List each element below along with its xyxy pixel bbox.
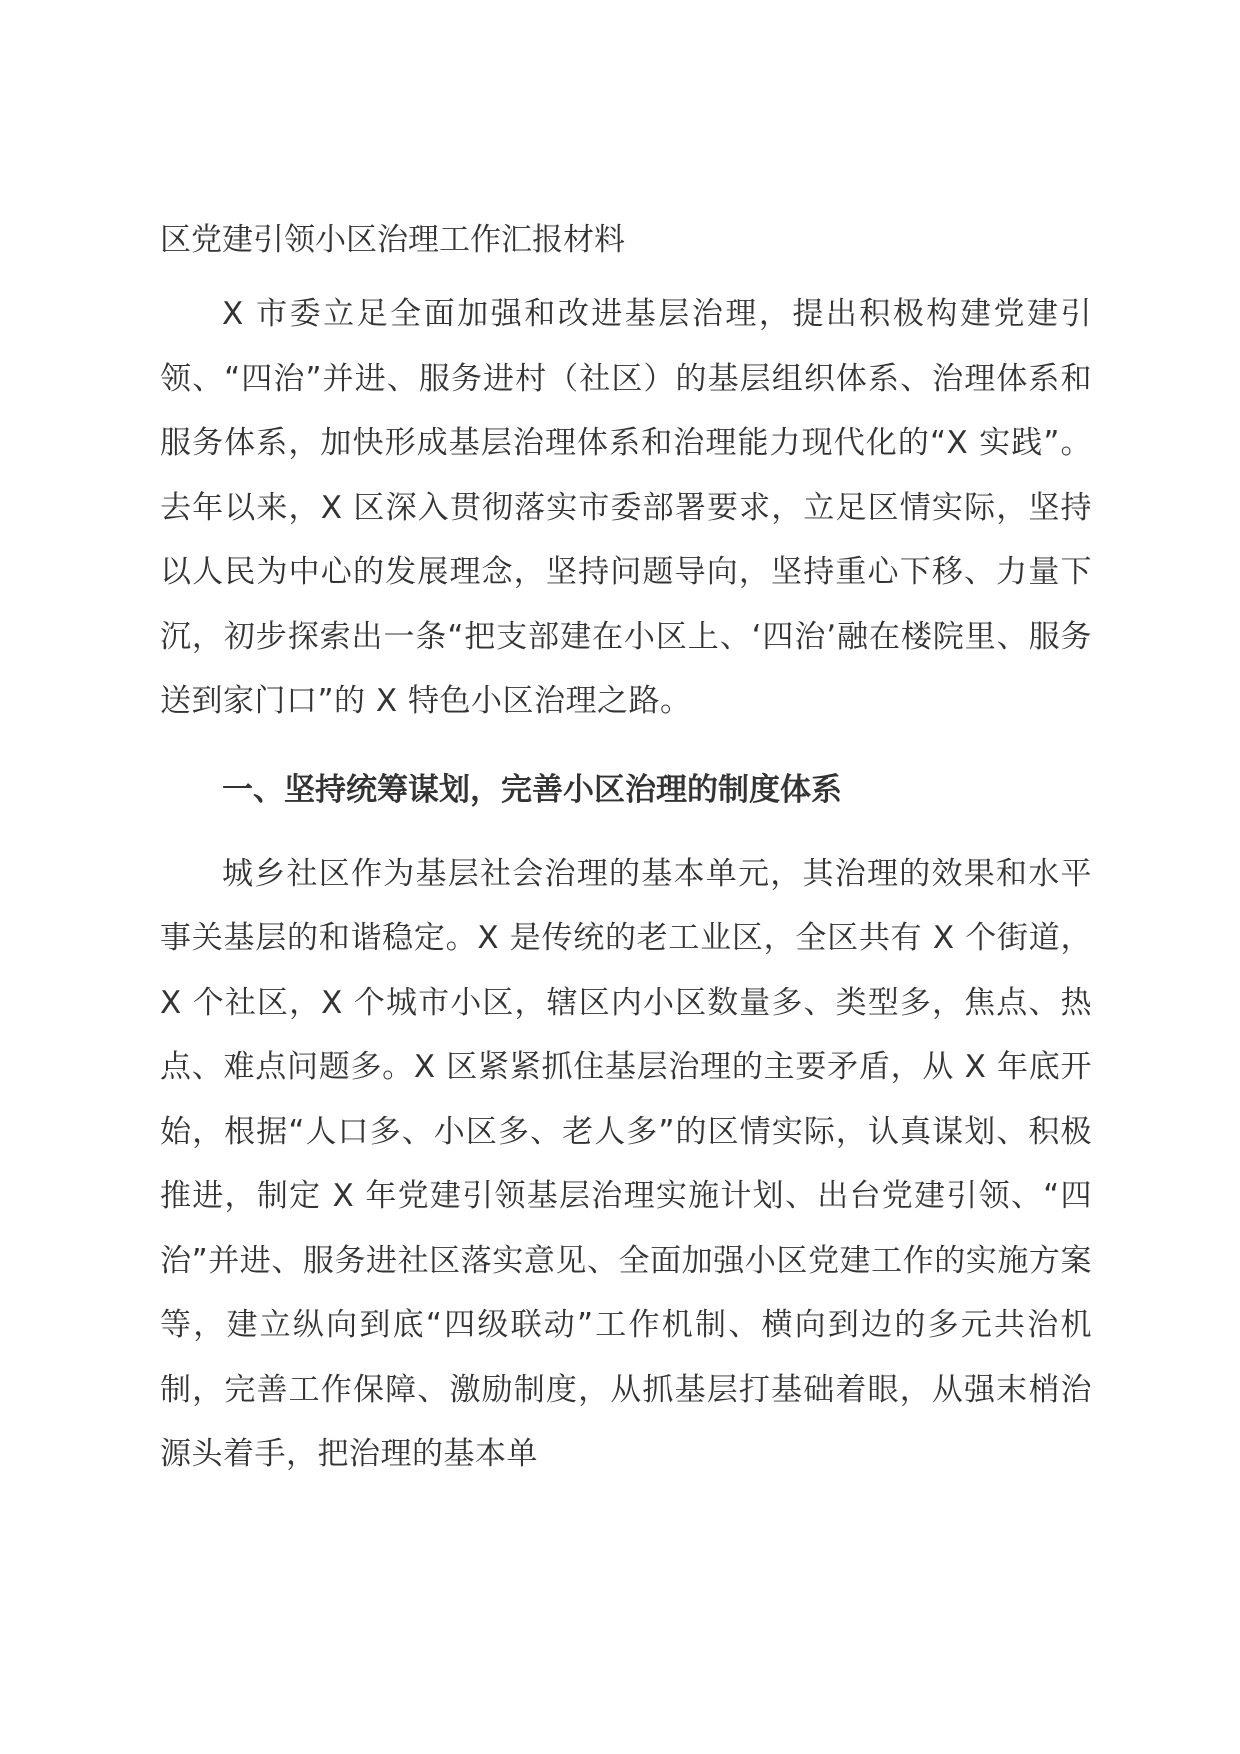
section-paragraph: 城乡社区作为基层社会治理的基本单元，其治理的效果和水平事关基层的和谐稳定。X 是传统的老工业区，全区共有 X 个街道，X 个社区，X 个城市小区，辖区内小区数量多、类型多，焦点、热点、难点问题多。X 区紧紧抓住基层治理的主要矛盾，从 X 年底开始，根据“人口多、小区多、老人多”的区情实际，认真谋划、积极推进，制定 X 年党建引领基层治理实施计划、出台党建引领、“四治”并进、服务进社区落实意见、全面加强小区党建工作的实施方案等，建立纵向到底“四级联动”工作机制、横向到边的多元共治机制，完善工作保障、激励制度，从抓基层打基础着眼，从强末梢治源头着手，把治理的基本单 <box>160 855 1092 1472</box>
document-title: 区党建引领小区治理工作汇报材料 <box>160 222 625 258</box>
intro-paragraph: X 市委立足全面加强和改进基层治理，提出积极构建党建引领、“四治”并进、服务进村（社区）的基层组织体系、治理体系和服务体系，加快形成基层治理体系和治理能力现代化的“X 实践”。去年以来，X 区深入贯彻落实市委部署要求，立足区情实际，坚持以人民为中心的发展理念，坚持问题导向，坚持重心下移、力量下沉，初步探索出一条“把支部建在小区上、‘四治’融在楼院里、服务送到家门口”的 X 特色小区治理之路。 <box>160 296 1092 719</box>
section-heading: 一、坚持统筹谋划，完善小区治理的制度体系 <box>222 771 842 808</box>
document-body <box>160 220 1092 1487</box>
